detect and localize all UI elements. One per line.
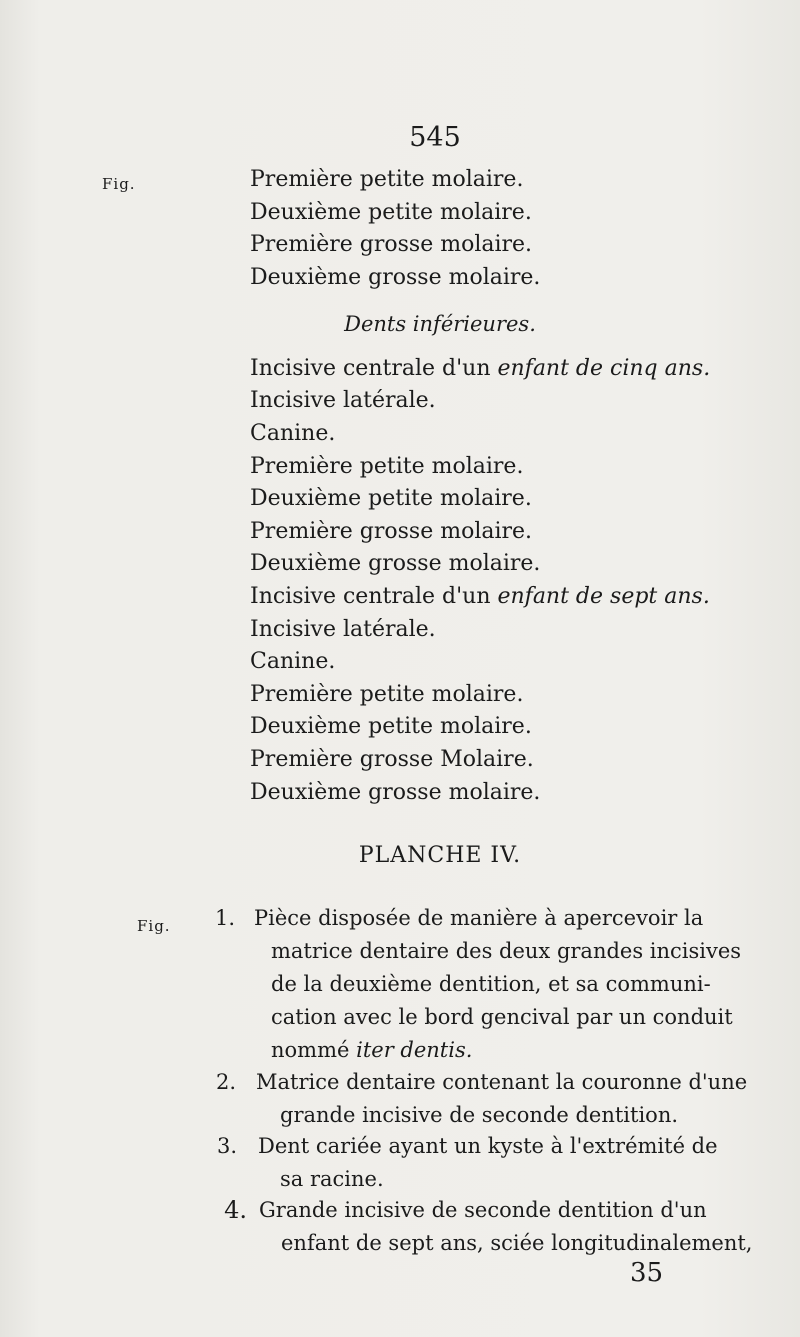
item-text-roman: Incisive centrale d'un — [250, 356, 498, 381]
item-text: Première grosse Molaire. — [250, 747, 534, 772]
item-text: Canine. — [250, 421, 336, 446]
item-text: Incisive latérale. — [250, 617, 436, 642]
item-text-italic: enfant de sept ans. — [497, 584, 710, 609]
item-text: Première petite molaire. — [250, 454, 524, 479]
item-text: Canine. — [250, 649, 336, 674]
item-line: enfant de sept ans, sciée longitudinalement, — [281, 1231, 753, 1255]
item-text: Deuxième grosse molaire. — [250, 265, 541, 290]
item-number: 4. — [224, 1196, 247, 1224]
item-line-roman: nommé — [271, 1038, 357, 1062]
fig-label-plate — [137, 912, 171, 936]
item-number: 2. — [215, 1070, 236, 1094]
item-number: 1. — [214, 906, 235, 930]
item-line — [271, 1034, 472, 1067]
item-line: Grande incisive de seconde dentition d'un — [259, 1198, 707, 1222]
item-text: Deuxième petite molaire. — [250, 714, 532, 739]
section-title: Dents inférieures. — [344, 312, 536, 336]
signature-mark: 35 — [630, 1258, 664, 1288]
plate-heading: PLANCHE IV. — [358, 843, 522, 868]
item-text: Première grosse molaire. — [250, 232, 533, 257]
item-line: grande incisive de seconde dentition. — [280, 1103, 679, 1127]
page-number: 545 — [409, 122, 461, 153]
fig-label-text: Fig. — [137, 917, 171, 935]
item-text-italic: enfant de cinq ans. — [497, 356, 711, 381]
item-line: de la deuxième dentition, et sa communi- — [271, 972, 711, 996]
item-text: Première petite molaire. — [250, 682, 524, 707]
item-line-italic: iter dentis. — [356, 1038, 473, 1062]
item-text: Deuxième petite molaire. — [250, 200, 532, 225]
item-text-roman: Incisive centrale d'un — [250, 584, 498, 609]
item-text: Deuxième grosse molaire. — [250, 780, 541, 805]
item-text: Première grosse molaire. — [250, 519, 533, 544]
item-text: Première petite molaire. — [250, 167, 524, 192]
fig-label-top — [102, 170, 136, 194]
item-text: Deuxième grosse molaire. — [250, 551, 541, 576]
item-text: Incisive latérale. — [250, 388, 436, 413]
item-line: cation avec le bord gencival par un conduit — [271, 1005, 733, 1029]
item-number: 3. — [216, 1134, 237, 1158]
item-line: sa racine. — [280, 1167, 384, 1191]
fig-label-text: Fig. — [102, 175, 136, 193]
item-text — [250, 353, 710, 384]
item-line: matrice dentaire des deux grandes incisives — [271, 939, 742, 963]
item-line: Pièce disposée de manière à apercevoir la — [254, 906, 704, 930]
item-text: Deuxième petite molaire. — [250, 486, 532, 511]
item-text — [250, 581, 710, 612]
item-line: Dent cariée ayant un kyste à l'extrémité de — [258, 1134, 718, 1158]
item-line: Matrice dentaire contenant la couronne d'une — [256, 1070, 748, 1094]
